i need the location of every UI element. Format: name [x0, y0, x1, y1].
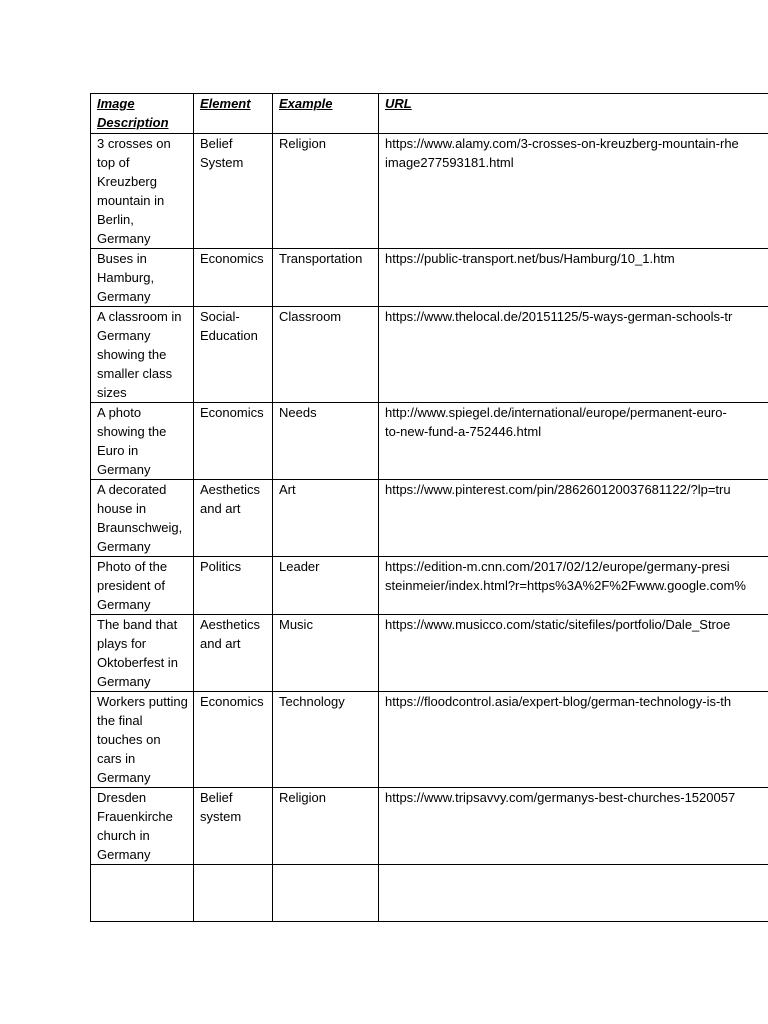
table-row: [91, 692, 768, 788]
cell-description: The band that plays for Oktoberfest in Germany: [91, 615, 194, 692]
cell-element: Economics: [194, 403, 273, 480]
cell-element: Belief system: [194, 788, 273, 865]
image-table: [90, 93, 768, 922]
table-row: [91, 134, 768, 249]
cell-element: Politics: [194, 557, 273, 615]
table-row: [91, 480, 768, 557]
cell-example: Religion: [273, 788, 379, 865]
header-example: Example: [273, 94, 379, 134]
cell-element: Social-Education: [194, 307, 273, 403]
cell-example: Music: [273, 615, 379, 692]
cell-example: Transportation: [273, 249, 379, 307]
table-header-row: [91, 94, 768, 134]
cell-example: Classroom: [273, 307, 379, 403]
table-row: [91, 403, 768, 480]
table-row: [91, 615, 768, 692]
cell-url: http://www.spiegel.de/international/europe/permanent-euro- to-new-fund-a-752446.html: [379, 403, 768, 480]
cell-element: Aesthetics and art: [194, 480, 273, 557]
cell-description: A classroom in Germany showing the smaller class sizes: [91, 307, 194, 403]
cell-example: Technology: [273, 692, 379, 788]
cell-url: https://edition-m.cnn.com/2017/02/12/europe/germany-presi steinmeier/index.html?r=https%3A%2F%2Fwww.google.com%: [379, 557, 768, 615]
cell-example: Needs: [273, 403, 379, 480]
table-row: [91, 557, 768, 615]
cell-description: 3 crosses on top of Kreuzberg mountain in Berlin, Germany: [91, 134, 194, 249]
cell-url: https://www.thelocal.de/20151125/5-ways-german-schools-tr: [379, 307, 768, 403]
cell-description: Photo of the president of Germany: [91, 557, 194, 615]
cell-example: Religion: [273, 134, 379, 249]
cell-element: [194, 865, 273, 922]
cell-example: Leader: [273, 557, 379, 615]
cell-url: https://public-transport.net/bus/Hamburg/10_1.htm: [379, 249, 768, 307]
cell-url: https://www.musicco.com/static/sitefiles/portfolio/Dale_Stroe: [379, 615, 768, 692]
cell-element: Economics: [194, 692, 273, 788]
cell-description: Buses in Hamburg, Germany: [91, 249, 194, 307]
cell-example: Art: [273, 480, 379, 557]
table-row: [91, 307, 768, 403]
cell-example: [273, 865, 379, 922]
cell-url: https://www.pinterest.com/pin/286260120037681122/?lp=tru: [379, 480, 768, 557]
cell-description: [91, 865, 194, 922]
cell-url: [379, 865, 768, 922]
cell-element: Aesthetics and art: [194, 615, 273, 692]
cell-url: https://www.alamy.com/3-crosses-on-kreuzberg-mountain-rhe image277593181.html: [379, 134, 768, 249]
cell-description: Dresden Frauenkirche church in Germany: [91, 788, 194, 865]
cell-description: A decorated house in Braunschweig, Germany: [91, 480, 194, 557]
table-row: [91, 249, 768, 307]
cell-url: https://floodcontrol.asia/expert-blog/german-technology-is-th: [379, 692, 768, 788]
cell-description: A photo showing the Euro in Germany: [91, 403, 194, 480]
cell-element: Belief System: [194, 134, 273, 249]
header-image-description: Image Description: [91, 94, 194, 134]
cell-description: Workers putting the final touches on cars in Germany: [91, 692, 194, 788]
header-url: URL: [379, 94, 768, 134]
cell-element: Economics: [194, 249, 273, 307]
cell-url: https://www.tripsavvy.com/germanys-best-churches-1520057: [379, 788, 768, 865]
header-element: Element: [194, 94, 273, 134]
table-row: [91, 788, 768, 865]
table-row: [91, 865, 768, 922]
